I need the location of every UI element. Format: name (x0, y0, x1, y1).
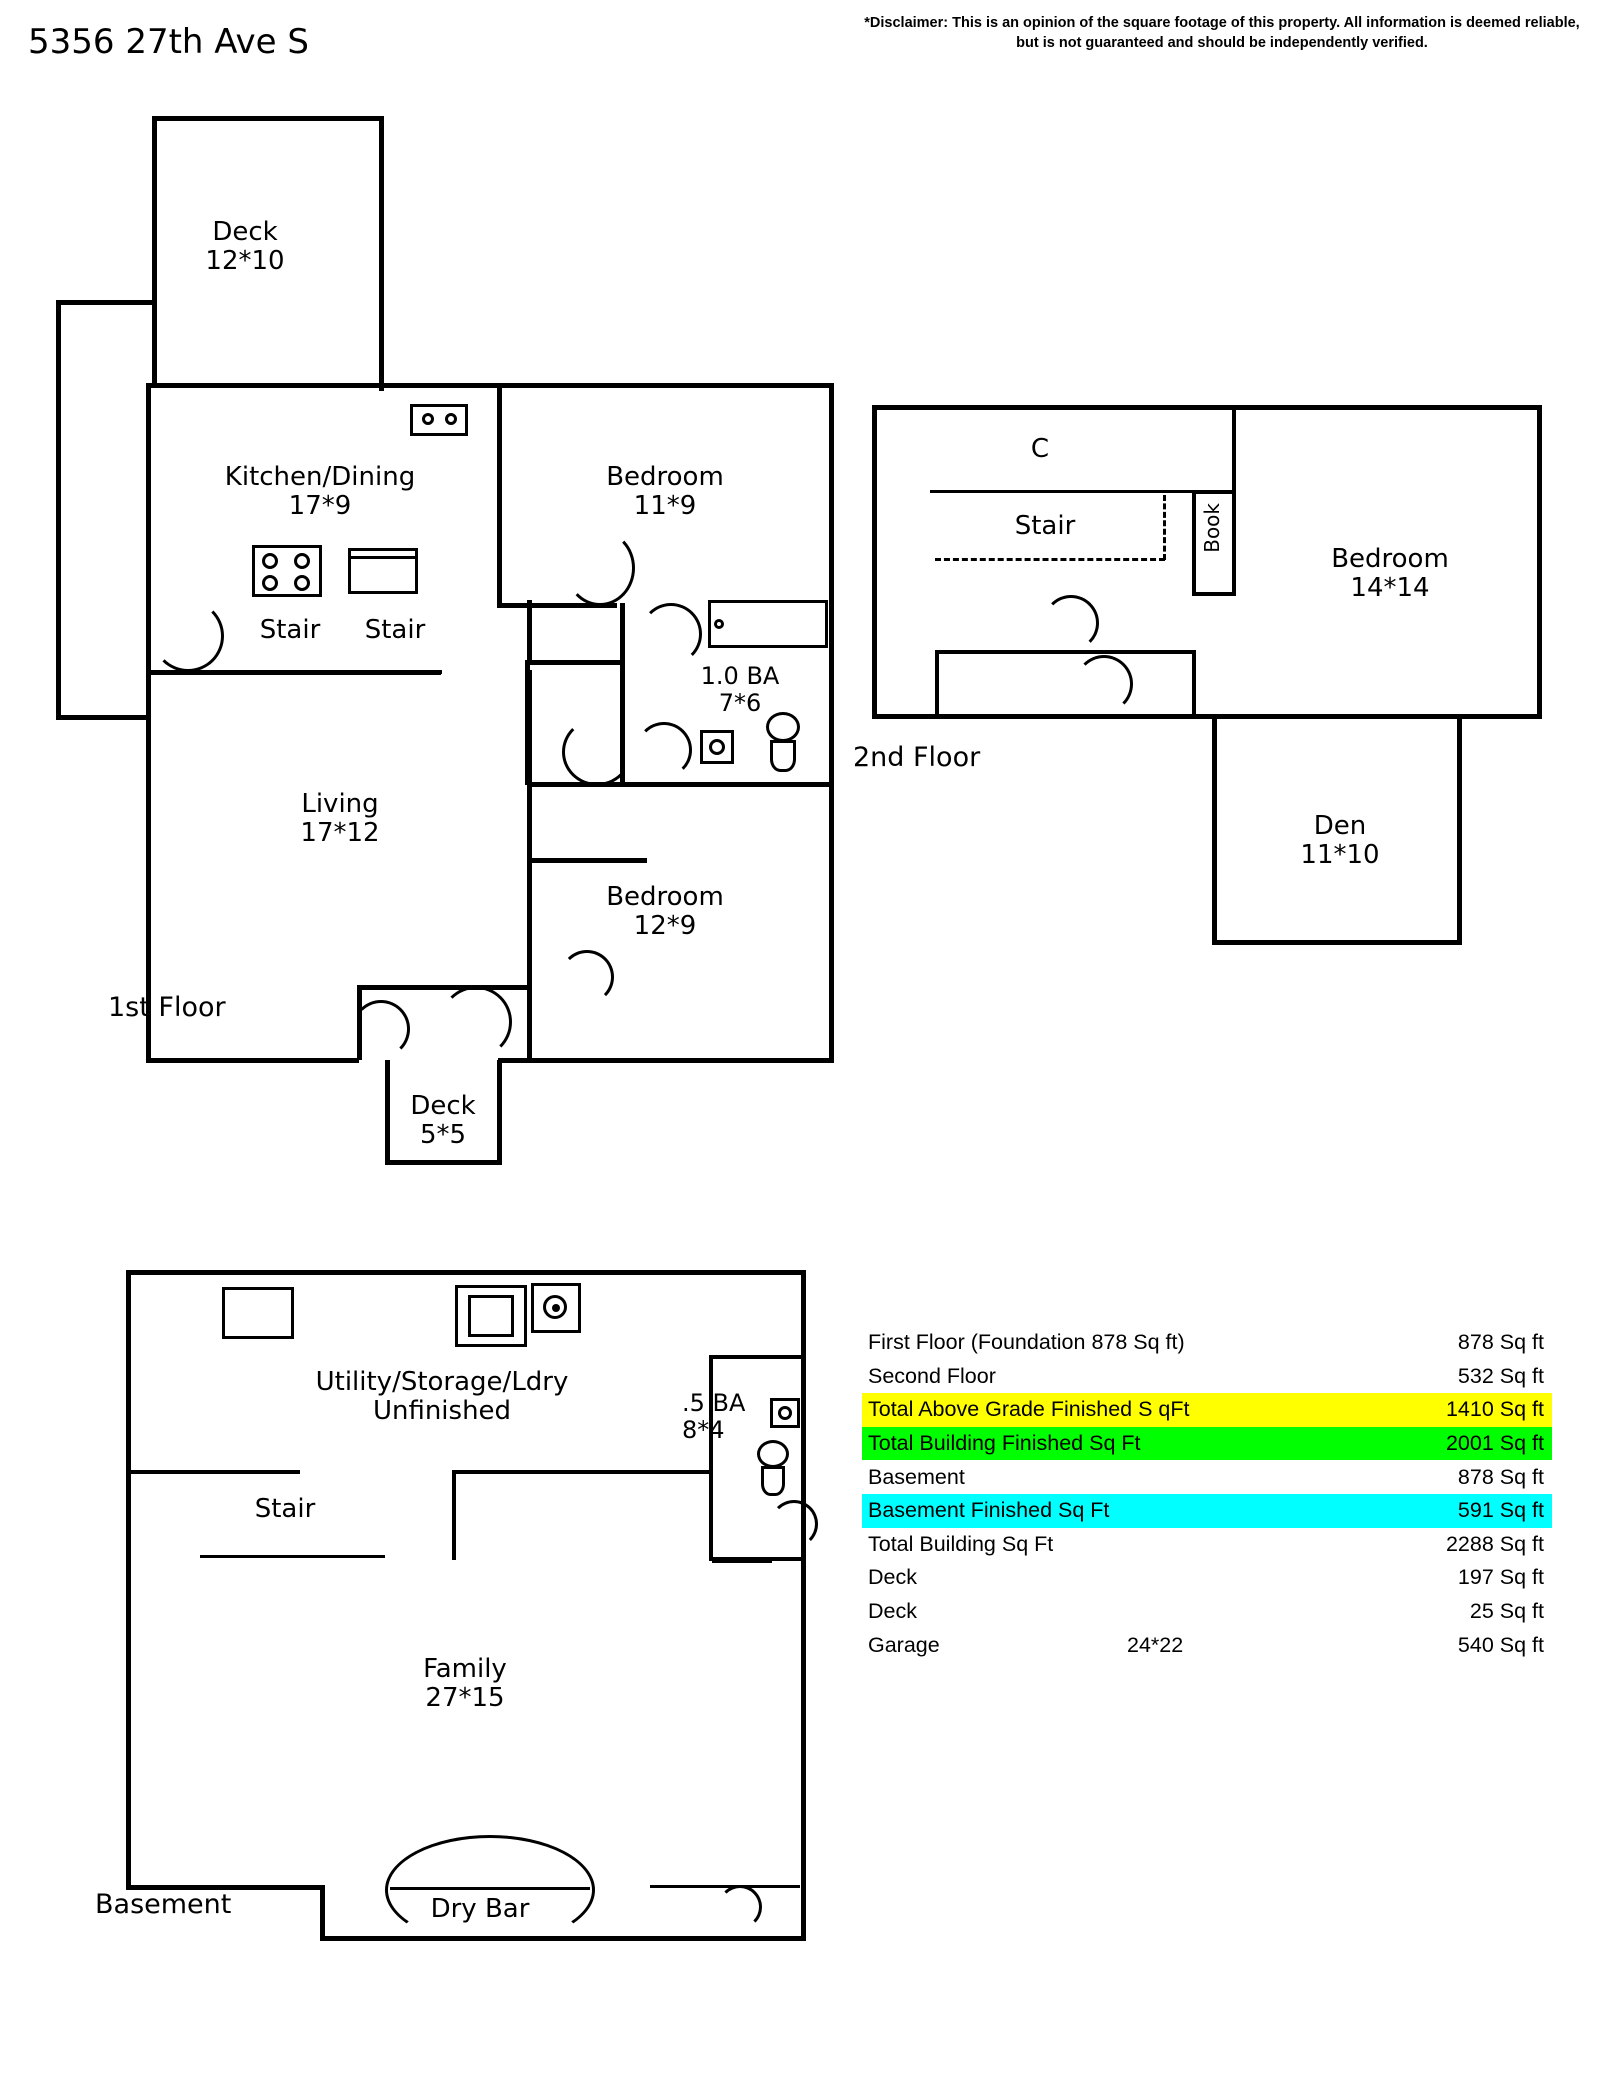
first-floor-wall-right (829, 383, 834, 1063)
den-wall-bottom (1212, 940, 1462, 945)
partition-book-left (1192, 490, 1196, 595)
stair-dashed-line (935, 558, 1165, 561)
summary-row-name: Second Floor (868, 1363, 996, 1388)
door-arc-entry-icon (152, 600, 224, 672)
stair-label-basement: Stair (254, 1494, 316, 1524)
summary-row-value: 532 Sq ft (1457, 1363, 1544, 1388)
room-label-deck2: Deck 5*5 (410, 1091, 476, 1151)
room-label-den: Den 11*10 (1300, 811, 1380, 871)
room-label-bath1: 1.0 BA 7*6 (700, 662, 780, 717)
room-label-bedroom2: Bedroom 12*9 (606, 882, 724, 942)
partition-living-right (527, 670, 532, 990)
jog-wall-left (56, 300, 61, 720)
second-floor-wall-mid (1212, 714, 1542, 719)
summary-row-name: Garage (868, 1632, 940, 1657)
basement-jog-vline (320, 1885, 325, 1940)
sink-bowl-right-icon (445, 413, 457, 425)
door-arc-bedroom2-icon (560, 950, 614, 1004)
burner-4-icon (294, 575, 310, 591)
partition-bath-bottom (527, 782, 832, 787)
door-arc-entry2-icon (440, 986, 512, 1058)
summary-row-name: Basement (868, 1464, 965, 1489)
utility-sink-drain-icon (552, 1304, 560, 1312)
summary-row (862, 1561, 1552, 1595)
summary-row-value: 878 Sq ft (1457, 1330, 1544, 1355)
disclaimer-text: *Disclaimer: This is an opinion of the square footage of this property. All information is deemed reliable, but is not guaranteed and should be independently verified. (864, 15, 1580, 51)
deck2-wall-bottom (385, 1160, 500, 1165)
door-arc-bath-icon (562, 718, 632, 786)
den-wall-right (1457, 714, 1462, 944)
first-floor-wall-bottom-right (498, 1058, 834, 1063)
range-icon (252, 545, 322, 597)
partition-bedroom2-top (527, 858, 647, 863)
second-floor-wall-left (872, 405, 877, 718)
sink-bowl-left-icon (422, 413, 434, 425)
summary-row-value: 197 Sq ft (1457, 1565, 1544, 1590)
door-arc-2f-2-icon (1075, 655, 1133, 713)
dry-bar-curve-icon (385, 1835, 595, 1945)
vanity-basin-icon (709, 739, 725, 755)
burner-3-icon (262, 575, 278, 591)
halfbath-toilet-bowl-icon (761, 1466, 785, 1496)
room-label-deck1: Deck 12*10 (205, 217, 285, 277)
partition-book-bottom (1192, 592, 1236, 596)
summary-row-value: 2288 Sq ft (1445, 1531, 1544, 1556)
summary-row-above-grade (862, 1393, 1552, 1427)
door-arc-halfbath-icon (770, 1500, 818, 1548)
room-label-family: Family 27*15 (423, 1654, 507, 1714)
fridge-icon (348, 548, 418, 594)
room-label-bedroom1: Bedroom 11*9 (606, 462, 724, 522)
washer-icon (222, 1287, 294, 1339)
summary-row-value: 878 Sq ft (1457, 1464, 1544, 1489)
den-wall-left (1212, 714, 1217, 944)
closet2-wall-right (1192, 650, 1196, 715)
closet-shelf-line (930, 490, 1195, 493)
summary-row (862, 1460, 1552, 1494)
summary-row-total-finished (862, 1427, 1552, 1461)
bath-partition-top (709, 1355, 805, 1359)
closet2-wall-top (935, 650, 1195, 654)
partition-kitchen-bedroom (497, 383, 502, 608)
book-label: Book (1200, 503, 1224, 553)
basement-wall-bottom (320, 1936, 806, 1941)
jog-wall-bottom (56, 715, 148, 720)
floor-label-second: 2nd Floor (853, 742, 981, 773)
stair-label-left: Stair (259, 615, 321, 645)
burner-1-icon (262, 553, 278, 569)
basement-wall-top (126, 1270, 806, 1275)
tub-drain-icon (714, 619, 724, 629)
summary-row (862, 1360, 1552, 1394)
summary-row-mid: 24*22 (1127, 1632, 1184, 1657)
stair-line-1 (146, 670, 442, 674)
summary-row-name: Total Above Grade Finished S qFt (868, 1397, 1190, 1422)
summary-row (862, 1528, 1552, 1562)
first-floor-wall-top (146, 383, 834, 388)
room-label-utility: Utility/Storage/Ldry Unfinished (315, 1367, 569, 1427)
closet-1 (352, 985, 414, 1060)
utility-partition-left (130, 1470, 300, 1474)
partition-bath-mid (525, 660, 620, 665)
room-label-kitchen: Kitchen/Dining 17*9 (224, 462, 416, 522)
first-floor-wall-left (146, 383, 151, 1063)
door-arc-hall2-icon (636, 722, 692, 778)
dry-bar-line-icon (390, 1887, 590, 1890)
toilet-bowl-icon (770, 740, 796, 772)
summary-row-name: Total Building Sq Ft (868, 1531, 1054, 1556)
summary-row-value: 1410 Sq ft (1445, 1397, 1544, 1422)
door-arc-hall-icon (640, 603, 702, 665)
summary-row-value: 25 Sq ft (1469, 1599, 1544, 1624)
stair-label-right: Stair (364, 615, 426, 645)
utility-partition-right (452, 1470, 712, 1474)
partition-hall-right (527, 600, 532, 662)
summary-row-name: Total Building Finished Sq Ft (868, 1431, 1141, 1456)
floor-label-basement: Basement (95, 1889, 232, 1920)
closet2-wall-left (935, 650, 939, 715)
halfbath-toilet-tank-icon (757, 1440, 789, 1468)
door-arc-bedroom1-icon (565, 530, 635, 606)
summary-row-value: 591 Sq ft (1457, 1498, 1544, 1523)
room-label-halfbath: .5 BA 8*4 (682, 1389, 746, 1444)
deck-wall-top (152, 116, 384, 121)
summary-row-basement-finished (862, 1494, 1552, 1528)
jog-wall-top (56, 300, 156, 305)
summary-row (862, 1326, 1552, 1360)
dryer-drum-icon (468, 1295, 514, 1337)
summary-row (862, 1595, 1552, 1629)
room-label-living: Living 17*12 (300, 789, 380, 849)
summary-row-value: 540 Sq ft (1457, 1632, 1544, 1657)
floor-label-first: 1st Floor (108, 992, 226, 1023)
bathtub-icon (708, 600, 828, 648)
deck-wall-right (379, 116, 384, 391)
summary-row-value: 2001 Sq ft (1445, 1431, 1544, 1456)
door-arc-2f-1-icon (1043, 595, 1099, 651)
dry-bar-label: Dry Bar (430, 1894, 530, 1924)
second-floor-wall-right (1537, 405, 1542, 718)
partition-book-top (1192, 490, 1236, 494)
basement-bar-line-icon (650, 1885, 800, 1888)
summary-row-garage (862, 1628, 1552, 1662)
first-floor-wall-bottom-left (146, 1058, 359, 1063)
second-floor-wall-bottom-left (872, 714, 1217, 719)
closet-label-c: C (1030, 434, 1050, 464)
utility-partition-v (452, 1470, 456, 1560)
room-label-bedroom-2f: Bedroom 14*14 (1331, 544, 1449, 604)
basement-wall-right (801, 1270, 806, 1940)
fridge-line-icon (348, 556, 418, 559)
door-arc-basement-icon (718, 1885, 762, 1929)
sink-icon (410, 404, 468, 436)
summary-row-name: Basement Finished Sq Ft (868, 1498, 1110, 1523)
stair-label-2f: Stair (1014, 511, 1076, 541)
bath-sill-icon (712, 1560, 772, 1563)
stair-dashed-vline (1163, 495, 1166, 560)
summary-row-name: Deck (868, 1565, 917, 1590)
stair-tread-basement-1 (200, 1555, 385, 1558)
second-floor-wall-top (872, 405, 1542, 410)
page-title: 5356 27th Ave S (28, 22, 309, 62)
partition-book-right (1232, 490, 1236, 595)
area-summary-table (862, 1326, 1552, 1662)
summary-row-name: Deck (868, 1599, 917, 1624)
basement-wall-left (126, 1270, 131, 1890)
summary-row-name: First Floor (Foundation 878 Sq ft) (868, 1330, 1185, 1355)
burner-2-icon (294, 553, 310, 569)
bath-partition-left (709, 1355, 713, 1560)
